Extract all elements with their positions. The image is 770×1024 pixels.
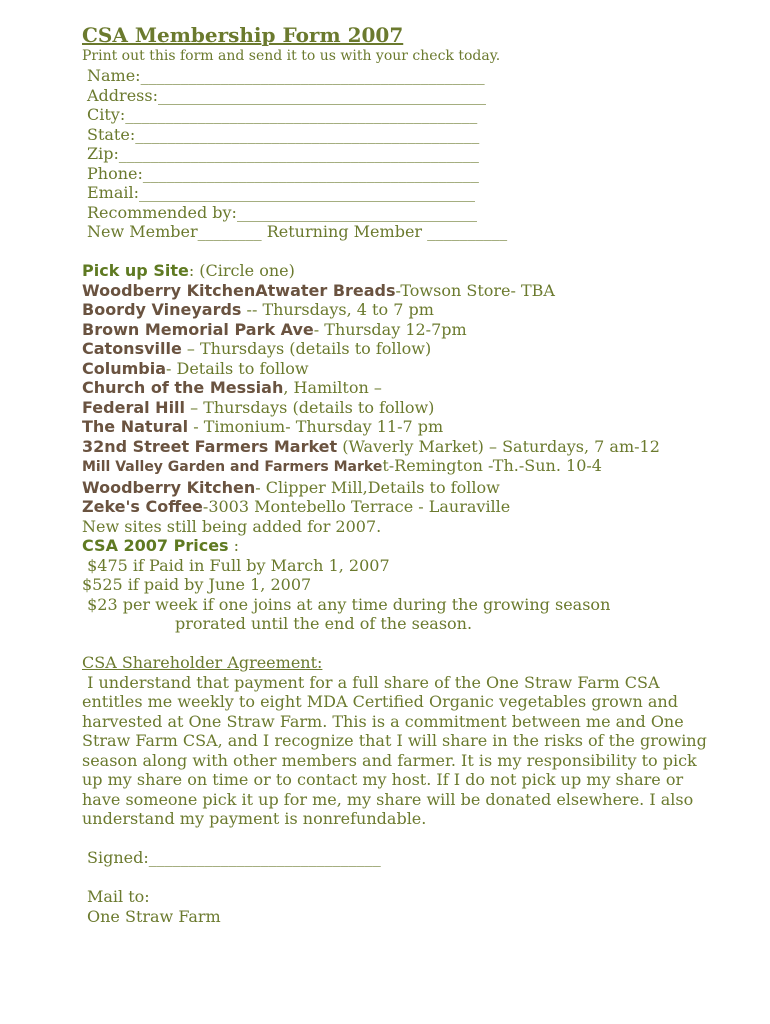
pickup-site bbox=[82, 320, 722, 340]
agreement-heading: CSA Shareholder Agreement: bbox=[82, 653, 323, 672]
prices-heading bbox=[82, 536, 722, 556]
site-detail: - Details to follow bbox=[166, 358, 309, 378]
site-name: Woodberry Kitchen bbox=[82, 477, 256, 497]
site-name: Catonsville bbox=[82, 339, 182, 358]
pickup-site bbox=[82, 497, 722, 517]
pickup-site bbox=[82, 339, 722, 359]
site-detail: – Thursdays (details to follow) bbox=[181, 339, 432, 358]
recommended-by-field: Recommended by:______________________________ bbox=[87, 202, 477, 222]
agreement-text: I understand that payment for a full share of the One Straw Farm CSA entitles me weekly to eight MDA Certified Organic vegetables grown and harvested at One Straw Farm. This is a commitment between me and One Straw Farm CSA, and I recognize that I will share in the risks of the growing season along with other members and farmer. It is my responsibility to pick up my share on time or to contact my host. If I do not pick up my share or have someone pick it up for me, my share will be donated elsewhere. I also understand my payment is nonrefundable. bbox=[82, 672, 712, 828]
site-name: Mill Valley Garden and Farmers Marke bbox=[82, 459, 383, 475]
pickup-site bbox=[82, 478, 722, 498]
site-name: Boordy Vineyards bbox=[82, 300, 242, 319]
price-item: $23 per week if one joins at any time during the growing season bbox=[82, 594, 611, 614]
prices-section bbox=[82, 536, 722, 634]
prorate-note: prorated until the end of the season. bbox=[175, 614, 473, 633]
pickup-site bbox=[82, 398, 722, 418]
prices-heading-label: CSA 2007 Prices bbox=[82, 536, 229, 555]
mail-label: Mail to: bbox=[87, 887, 150, 906]
pickup-site bbox=[82, 417, 722, 437]
site-name: The Natural bbox=[82, 417, 189, 436]
zip-field: Zip:_____________________________________________ bbox=[87, 144, 479, 163]
member-type-field: New Member________ Returning Member __________ bbox=[87, 222, 508, 241]
site-detail: t-Remington -Th.-Sun. 10-4 bbox=[382, 456, 602, 475]
city-field: City:____________________________________________ bbox=[87, 105, 478, 124]
site-name: Brown Memorial Park Ave bbox=[82, 319, 314, 339]
site-detail: -3003 Montebello Terrace - Lauraville bbox=[202, 497, 511, 516]
signature-field: Signed:_____________________________ bbox=[87, 848, 381, 867]
membership-form bbox=[82, 22, 722, 926]
contact-fields bbox=[82, 66, 722, 242]
pickup-site bbox=[82, 300, 722, 320]
phone-field: Phone:__________________________________________ bbox=[87, 163, 479, 183]
site-name: Zeke's Coffee bbox=[82, 497, 203, 516]
site-detail: - Clipper Mill,Details to follow bbox=[255, 477, 500, 497]
pickup-site bbox=[82, 359, 722, 379]
pickup-heading bbox=[82, 261, 722, 281]
pickup-note: New sites still being added for 2007. bbox=[82, 516, 382, 536]
site-name: Woodberry KitchenAtwater Breads bbox=[82, 280, 396, 300]
site-detail: -Towson Store- TBA bbox=[395, 280, 555, 300]
site-detail: , Hamilton – bbox=[283, 378, 382, 397]
mail-section bbox=[82, 887, 722, 926]
price-item: $475 if Paid in Full by March 1, 2007 bbox=[82, 555, 390, 575]
pickup-heading-note: : (Circle one) bbox=[188, 261, 295, 280]
pickup-site bbox=[82, 456, 722, 478]
pickup-site bbox=[82, 378, 722, 398]
site-name: 32nd Street Farmers Market bbox=[82, 436, 338, 456]
page-title: CSA Membership Form 2007 bbox=[82, 23, 404, 47]
email-field: Email:__________________________________________ bbox=[87, 183, 476, 202]
site-detail: (Waverly Market) – Saturdays, 7 am-12 bbox=[337, 436, 660, 456]
name-field: Name:___________________________________________ bbox=[87, 66, 485, 85]
site-detail: - Thursday 12-7pm bbox=[313, 319, 467, 339]
pickup-site bbox=[82, 281, 722, 301]
site-name: Columbia bbox=[82, 358, 167, 378]
site-detail: - Timonium- Thursday 11-7 pm bbox=[188, 417, 444, 436]
prices-heading-colon: : bbox=[228, 536, 240, 555]
pickup-section bbox=[82, 261, 722, 536]
page-subtitle: Print out this form and send it to us with your check today. bbox=[82, 48, 501, 64]
site-name: Federal Hill bbox=[82, 397, 186, 417]
mail-recipient: One Straw Farm bbox=[87, 906, 221, 926]
site-detail: -- Thursdays, 4 to 7 pm bbox=[241, 300, 434, 319]
state-field: State:___________________________________________ bbox=[87, 124, 480, 144]
site-detail: – Thursdays (details to follow) bbox=[185, 397, 435, 417]
price-item: $525 if paid by June 1, 2007 bbox=[82, 575, 312, 594]
pickup-heading-label: Pick up Site bbox=[82, 261, 189, 280]
agreement-section bbox=[82, 653, 722, 829]
pickup-site bbox=[82, 437, 722, 457]
address-field: Address:_________________________________________ bbox=[87, 85, 486, 105]
site-name: Church of the Messiah bbox=[82, 378, 284, 397]
